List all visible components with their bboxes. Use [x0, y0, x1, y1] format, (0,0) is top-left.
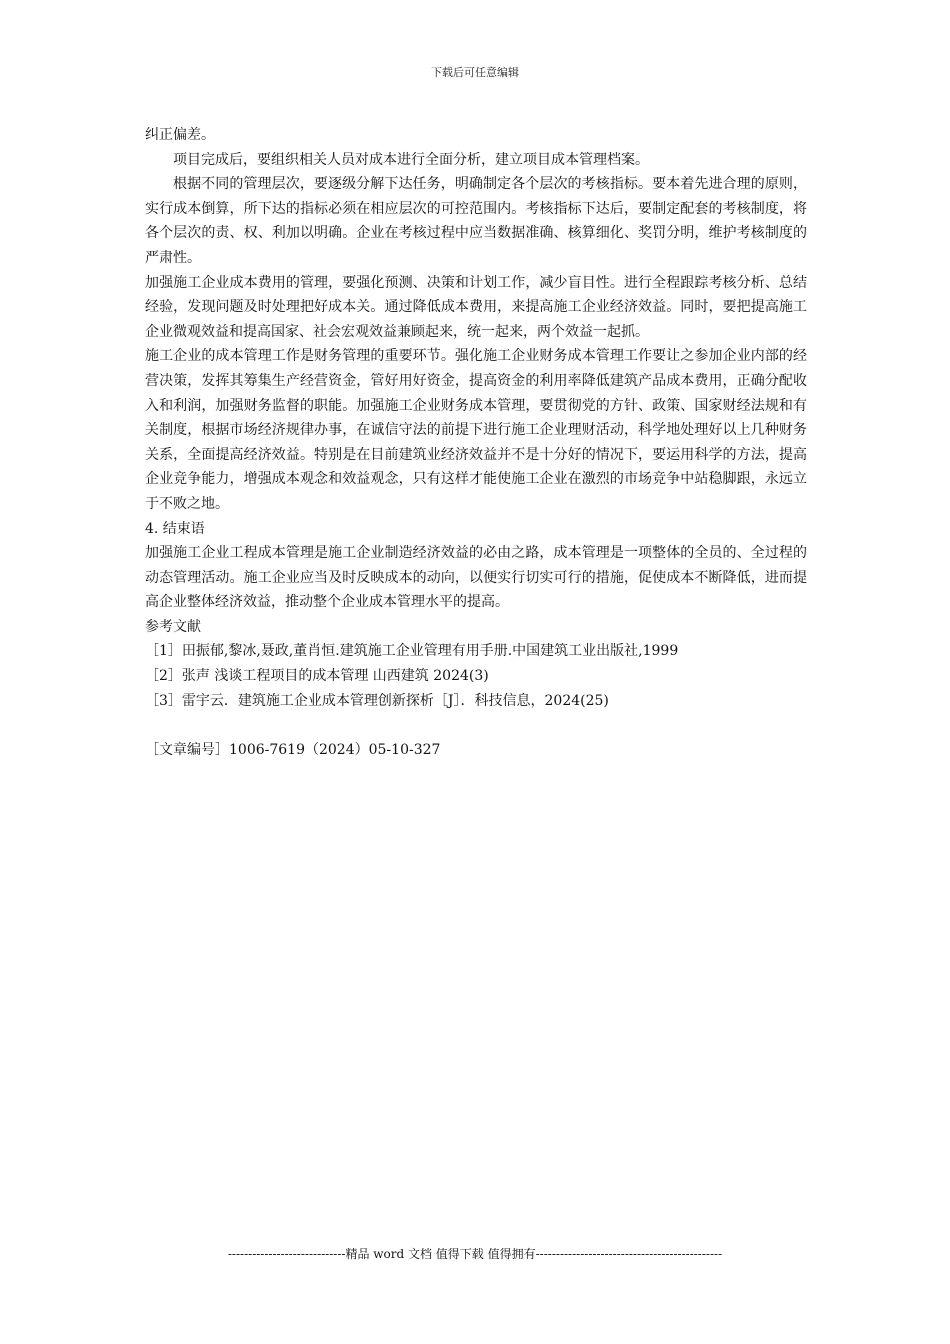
paragraph-6: 加强施工企业工程成本管理是施工企业制造经济效益的必由之路，成本管理是一项整体的全员的、全过程的动态管理活动。施工企业应当及时反映成本的动向，以便实行切实可行的措施，促使成本不断降低，进而提高企业整体经济效益，推动整个企业成本管理水平的提高。	[145, 545, 807, 611]
reference-item-2: ［2］张声 浅谈工程项目的成本管理 山西建筑 2024(3)	[145, 668, 489, 685]
paragraph-1: 纠正偏差。	[145, 127, 215, 143]
paragraph-5: 施工企业的成本管理工作是财务管理的重要环节。强化施工企业财务成本管理工作要让之参加企业内部的经营决策，发挥其筹集生产经营资金，管好用好资金，提高资金的利用率降低建筑产品成本费用，正确分配收入和利润，加强财务监督的职能。加强施工企业财务成本管理，要贯彻党的方针、政策、国家财经法规和有关制度，根据市场经济规律办事，在诚信守法的前提下进行施工企业理财活动，科学地处理好以上几种财务关系，全面提高经济效益。特别是在目前建筑业经济效益并不是十分好的情况下，要运用科学的方法，提高企业竞争能力，增强成本观念和效益观念，只有这样才能使施工企业在激烈的市场竞争中站稳脚跟，永远立于不败之地。	[145, 348, 807, 512]
paragraph-3: 根据不同的管理层次，要逐级分解下达任务，明确制定各个层次的考核指标。要本着先进合理的原则，实行成本倒算，所下达的指标必须在相应层次的可控范围内。考核指标下达后，要制定配套的考核制度，将各个层次的责、权、利加以明确。企业在考核过程中应当数据准确、核算细化、奖罚分明，维护考核制度的严肃性。	[145, 176, 807, 266]
reference-item-1: ［1］田振郁,黎冰,聂政,董肖恒.建筑施工企业管理有用手册.中国建筑工业出版社,1999	[145, 643, 679, 660]
article-number: ［文章编号］1006-7619（2024）05-10-327	[145, 741, 441, 758]
section-heading: 4. 结束语	[145, 520, 205, 537]
blank-line	[145, 713, 807, 738]
page-footer: -----------------------------精品 word 文档 值得下载 值得拥有----------------------------------------------	[227, 1247, 723, 1261]
paragraph-2: 项目完成后，要组织相关人员对成本进行全面分析，建立项目成本管理档案。	[173, 151, 649, 168]
page-header: 下载后可任意编辑	[431, 66, 519, 79]
document-body	[145, 123, 807, 762]
reference-item-3: ［3］雷宇云．建筑施工企业成本管理创新探析［J］．科技信息，2024(25)	[145, 692, 609, 709]
references-title: 参考文献	[145, 618, 201, 635]
paragraph-4: 加强施工企业成本费用的管理，要强化预测、决策和计划工作，减少盲目性。进行全程跟踪考核分析、总结经验，发现问题及时处理把好成本关。通过降低成本费用，来提高施工企业经济效益。同时，要把提高施工企业微观效益和提高国家、社会宏观效益兼顾起来，统一起来，两个效益一起抓。	[145, 274, 807, 340]
